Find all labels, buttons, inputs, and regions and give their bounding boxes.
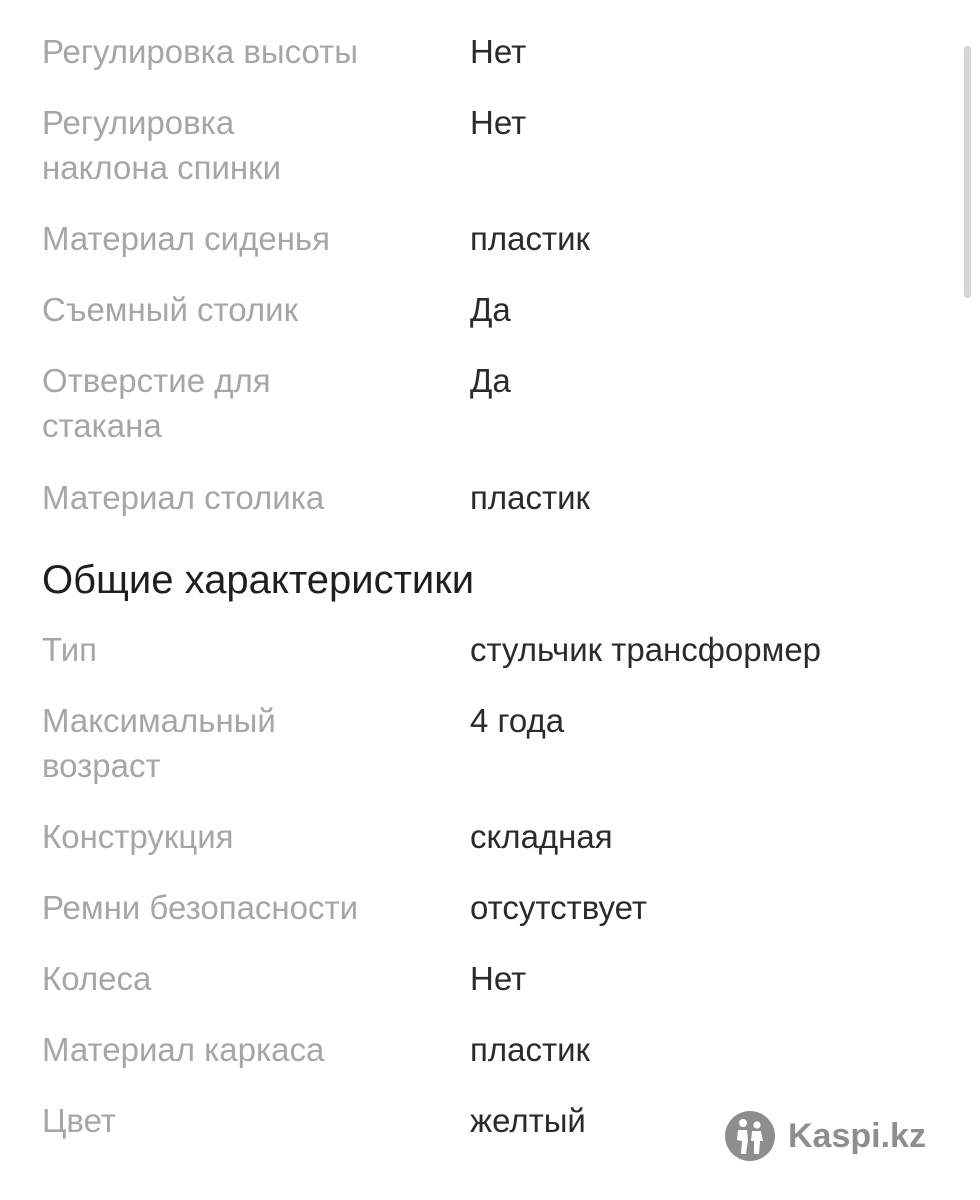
spec-label: Регулировка высоты: [42, 33, 358, 70]
spec-value: Да: [470, 362, 511, 399]
spec-value: стульчик трансформер: [470, 631, 822, 668]
spec-label: Материал столика: [42, 479, 325, 516]
scrollbar-thumb[interactable]: [964, 46, 971, 298]
spec-label: Цвет: [42, 1102, 116, 1139]
spec-value: Нет: [470, 33, 527, 70]
kaspi-logo-icon: [724, 1110, 776, 1162]
spec-value: Нет: [470, 960, 527, 997]
spec-label: Ремни безопасности: [42, 889, 359, 926]
spec-value: пластик: [470, 479, 590, 516]
section-title-general: Общие характеристики: [42, 558, 475, 602]
spec-value: отсутствует: [470, 889, 648, 926]
spec-label: Тип: [42, 631, 98, 668]
spec-label: Колеса: [42, 960, 152, 997]
kaspi-watermark: [724, 1108, 954, 1164]
spec-label: Отверстие для стакана: [42, 362, 271, 444]
spec-value: пластик: [470, 220, 590, 257]
spec-label: Максимальный возраст: [42, 702, 276, 784]
spec-value: складная: [470, 818, 613, 855]
spec-label: Материал сиденья: [42, 220, 330, 257]
spec-label: Материал каркаса: [42, 1031, 325, 1068]
spec-value: Нет: [470, 104, 527, 141]
spec-value: Да: [470, 291, 511, 328]
spec-label: Конструкция: [42, 818, 234, 855]
spec-label: Съемный столик: [42, 291, 299, 328]
spec-value: 4 года: [470, 702, 565, 739]
spec-label: Регулировка наклона спинки: [42, 104, 282, 186]
spec-value: желтый: [470, 1102, 586, 1139]
watermark-text: Kaspi.kz: [788, 1117, 926, 1155]
spec-value: пластик: [470, 1031, 590, 1068]
